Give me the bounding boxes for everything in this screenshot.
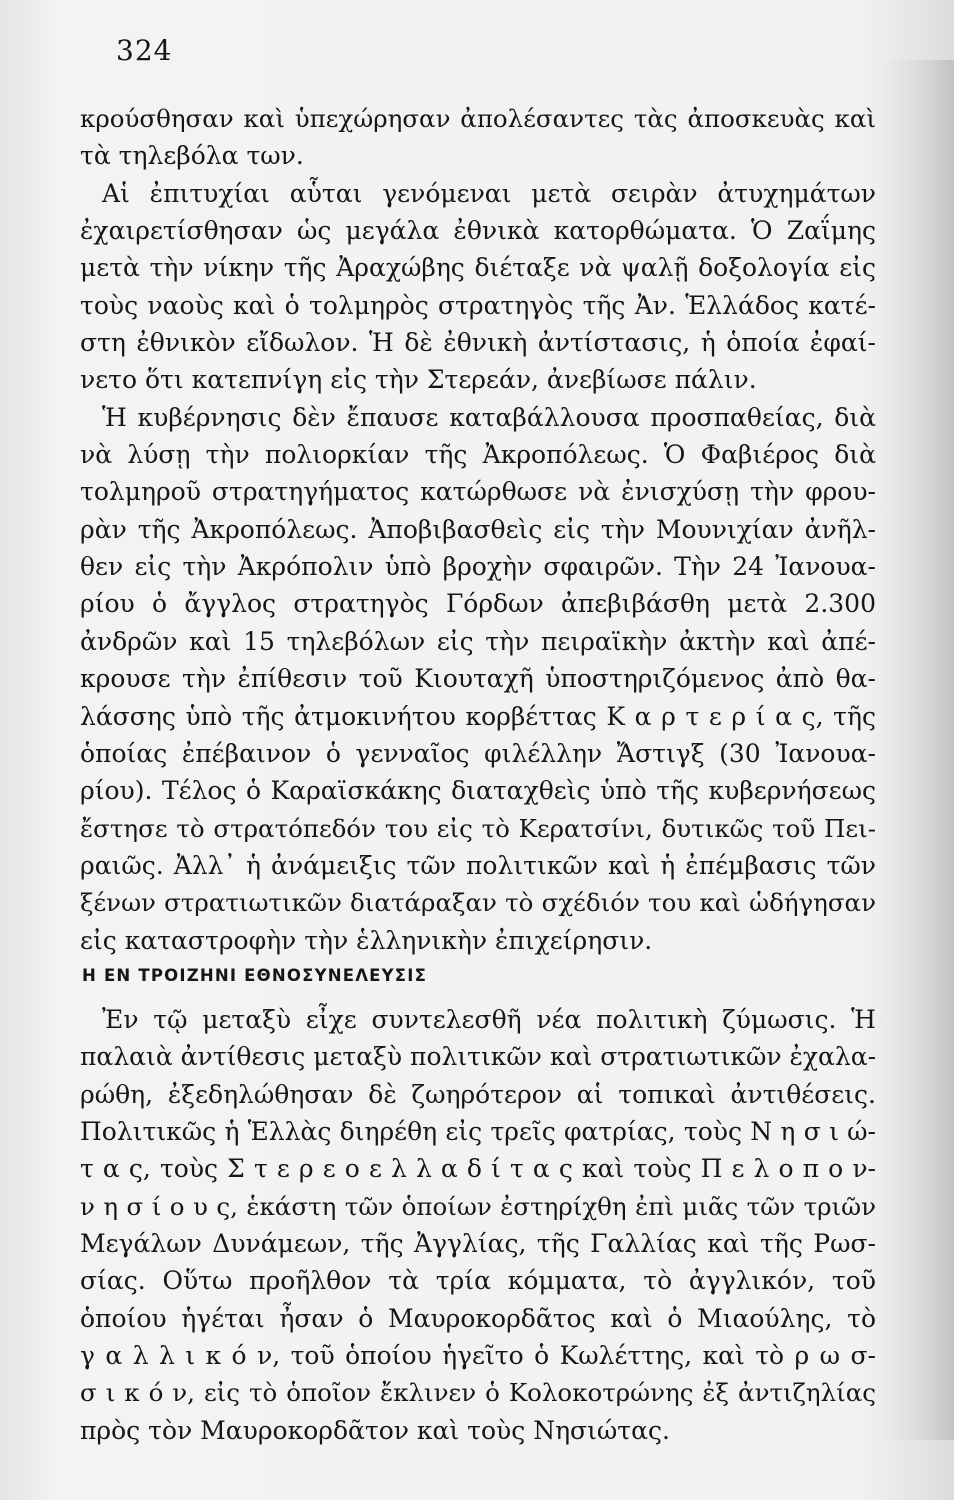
text-line: τ α ς, τοὺς Σ τ ε ρ ε ο ε λ λ α δ ί τ α ς καὶ τοὺς Π ε λ ο π ο ν- [80,1154,876,1184]
text-line: ν η σ ί ο υ ς, ἑκάστη τῶν ὁποίων ἐστηρίχθη ἐπὶ μιᾶς τῶν τριῶν [80,1191,876,1221]
text-line: τολμηροῦ στρατηγήματος κατώρθωσε νὰ ἐνισχύσῃ τὴν φρου- [80,477,876,507]
text-line: νὰ λύσῃ τὴν πολιορκίαν τῆς Ἀκροπόλεως. Ὁ Φαβιέρος διὰ [80,440,876,470]
text-line: ἔστησε τὸ στρατόπεδόν του εἰς τὸ Κερατσίνι, δυτικῶς τοῦ Πει- [80,813,876,843]
text-line: παλαιὰ ἀντίθεσις μεταξὺ πολιτικῶν καὶ στρατιωτικῶν ἐχαλα- [80,1042,876,1072]
text-line: ρίου ὁ ἄγγλος στρατηγὸς Γόρδων ἀπεβιβάσθη μετὰ 2.300 [80,589,876,619]
text-line: Μεγάλων Δυνάμεων, τῆς Ἀγγλίας, τῆς Γαλλίας καὶ τῆς Ρωσ- [80,1229,876,1259]
text-block-2 [80,1001,876,1449]
text-line: ρὰν τῆς Ἀκροπόλεως. Ἀποβιβασθεὶς εἰς τὴν Μουνιχίαν ἀνῆλ- [80,514,876,544]
text-line: τοὺς ναοὺς καὶ ὁ τολμηρὸς στρατηγὸς τῆς Ἀν. Ἑλλάδος κατέ- [80,290,876,320]
text-line: θεν εἰς τὴν Ἀκρόπολιν ὑπὸ βροχὴν σφαιρῶν. Τὴν 24 Ἰανουα- [80,552,876,582]
text-line: εἰς καταστροφὴν τὴν ἑλληνικὴν ἐπιχείρησιν. [80,925,653,955]
page-shadow [884,60,954,1440]
text-line: ἐχαιρετίσθησαν ὡς μεγάλα ἐθνικὰ κατορθώματα. Ὁ Ζαΐμης [80,216,876,246]
text-line: νετο ὅτι κατεπνίγη εἰς τὴν Στερεάν, ἀνεβίωσε πάλιν. [80,365,757,395]
text-line: Ἡ κυβέρνησις δὲν ἔπαυσε καταβάλλουσα προσπαθείας, διὰ [102,402,876,432]
text-line: ξένων στρατιωτικῶν διατάραξαν τὸ σχέδιόν του καὶ ὡδήγησαν [80,888,876,918]
text-line: ὁποίου ἡγέται ἦσαν ὁ Μαυροκορδᾶτος καὶ ὁ Μιαούλης, τὸ [80,1303,876,1333]
text-line: στη ἐθνικὸν εἴδωλον. Ἡ δὲ ἐθνικὴ ἀντίστασις, ἡ ὁποία ἐφαί- [80,328,876,358]
text-line: σίας. Οὕτω προῆλθον τὰ τρία κόμματα, τὸ ἀγγλικόν, τοῦ [80,1266,876,1296]
text-line: λάσσης ὑπὸ τῆς ἀτμοκινήτου κορβέττας Κ α ρ τ ε ρ ί α ς, τῆς [80,701,876,731]
text-line: κρούσθησαν καὶ ὑπεχώρησαν ἀπολέσαντες τὰς ἀποσκευὰς καὶ [80,104,876,133]
text-line: ραιῶς. Ἀλλ᾽ ἡ ἀνάμειξις τῶν πολιτικῶν καὶ ἡ ἐπέμβασις τῶν [80,850,876,880]
text-line: μετὰ τὴν νίκην τῆς Ἀραχώβης διέταξε νὰ ψαλῇ δοξολογία εἰς [80,253,876,283]
text-line: σ ι κ ό ν, εἰς τὸ ὁποῖον ἔκλινεν ὁ Κολοκοτρώνης ἐξ ἀντιζηλίας [80,1378,876,1408]
text-line: ὁποίας ἐπέβαινον ὁ γενναῖος φιλέλλην Ἄστιγξ (30 Ἰανουα- [80,738,876,768]
text-line: Ἐν τῷ μεταξὺ εἶχε συντελεσθῆ νέα πολιτικὴ ζύμωσις. Ἡ [102,1005,876,1034]
page-number: 324 [116,34,173,67]
text-line: Πολιτικῶς ἡ Ἑλλὰς διηρέθη εἰς τρεῖς φατρίας, τοὺς Ν η σ ι ώ- [80,1117,876,1147]
text-block-1 [80,100,876,959]
text-line: γ α λ λ ι κ ό ν, τοῦ ὁποίου ἡγεῖτο ὁ Κωλέττης, καὶ τὸ ρ ω σ- [80,1341,876,1371]
text-line: κρουσε τὴν ἐπίθεσιν τοῦ Κιουταχῆ ὑποστηριζόμενος ἀπὸ θα- [80,664,876,694]
text-line: Αἱ ἐπιτυχίαι αὗται γενόμεναι μετὰ σειρὰν ἀτυχημάτων [102,178,876,208]
text-line: πρὸς τὸν Μαυροκορδᾶτον καὶ τοὺς Νησιώτας. [80,1415,670,1445]
text-line: ρίου). Τέλος ὁ Καραϊσκάκης διαταχθεὶς ὑπὸ τῆς κυβερνήσεως [80,776,876,806]
text-line: ρώθη, ἐξεδηλώθησαν δὲ ζωηρότερον αἱ τοπικαὶ ἀντιθέσεις. [80,1079,876,1109]
text-line: ἀνδρῶν καὶ 15 τηλεβόλων εἰς τὴν πειραϊκὴν ἀκτὴν καὶ ἀπέ- [80,626,876,656]
section-heading: Η ΕΝ ΤΡΟΙΖΗΝΙ ΕΘΝΟΣΥΝΕΛΕΥΣΙΣ [82,966,428,985]
text-line: τὰ τηλεβόλα των. [80,141,304,171]
